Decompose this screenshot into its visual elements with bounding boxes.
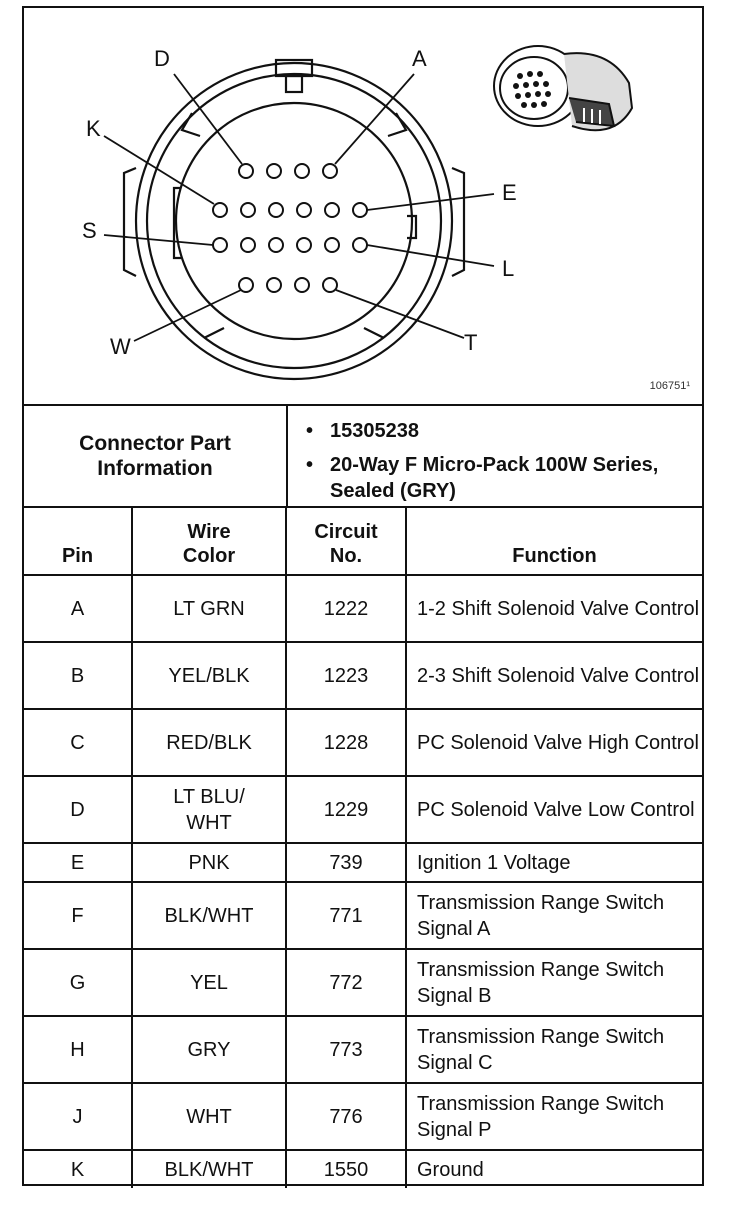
header-function: Function [406,508,702,575]
connector-diagram [24,8,702,406]
label-pin-e: E [502,180,517,205]
cell-function: 1-2 Shift Solenoid Valve Control [406,575,702,642]
connector-thumbnail [494,46,632,130]
header-wire-color-l1: Wire [187,521,231,543]
table-row [24,709,702,776]
table-header-row [24,508,702,575]
bullet: • [306,454,314,476]
label-pin-l: L [502,256,515,281]
label-pin-a: A [412,46,427,71]
cell-circuit: 1550 [286,1150,406,1188]
cell-pin: J [24,1083,132,1150]
cell-pin: B [24,642,132,709]
label-pin-s: S [82,218,97,243]
cell-pin: A [24,575,132,642]
cell-wire: YEL [132,949,286,1016]
label-pin-k: K [86,116,101,141]
cell-circuit: 1223 [286,642,406,709]
pinout-table [24,508,702,1188]
connector-info-label-line1: Connector Part [79,432,231,455]
cell-pin: E [24,843,132,882]
table-row [24,882,702,949]
connector-info-list [288,406,702,506]
cell-wire: BLK/WHT [132,1150,286,1188]
cell-function: 2-3 Shift Solenoid Valve Control [406,642,702,709]
cell-function: Ignition 1 Voltage [406,843,702,882]
connector-info-item [306,418,710,444]
cell-wire: YEL/BLK [132,642,286,709]
header-wire-color [132,508,286,575]
connector-part-information [24,406,702,508]
table-row [24,776,702,843]
cell-circuit: 776 [286,1083,406,1150]
connector-info-label-line2: Information [97,457,213,480]
header-circuit [286,508,406,575]
pin-cavities [213,164,367,292]
label-pin-d: D [154,46,170,71]
cell-function: PC Solenoid Valve Low Control [406,776,702,843]
table-row [24,843,702,882]
cell-wire: GRY [132,1016,286,1083]
cell-pin: C [24,709,132,776]
connector-info-item [306,452,710,504]
cell-circuit: 739 [286,843,406,882]
cell-function: Transmission Range Switch Signal C [406,1016,702,1083]
label-pin-w: W [110,334,131,359]
label-pin-t: T [464,330,478,355]
cell-circuit: 1228 [286,709,406,776]
cell-circuit: 773 [286,1016,406,1083]
cell-function: Ground [406,1150,702,1188]
cell-pin: D [24,776,132,843]
connector-info-label [24,406,288,506]
cell-circuit: 771 [286,882,406,949]
cell-pin: F [24,882,132,949]
bullet: • [306,420,314,442]
table-row [24,642,702,709]
cell-function: PC Solenoid Valve High Control [406,709,702,776]
cell-function: Transmission Range Switch Signal P [406,1083,702,1150]
header-circuit-l1: Circuit [314,521,378,543]
cell-function: Transmission Range Switch Signal A [406,882,702,949]
cell-circuit: 772 [286,949,406,1016]
table-row [24,1016,702,1083]
header-wire-color-l2: Color [182,545,236,567]
cell-circuit: 1229 [286,776,406,843]
cell-wire: BLK/WHT [132,882,286,949]
connector-sheet [22,6,704,1186]
cell-pin: K [24,1150,132,1188]
cell-wire: LT BLU/ WHT [132,776,286,843]
cell-pin: G [24,949,132,1016]
cell-wire: LT GRN [132,575,286,642]
cell-wire: RED/BLK [132,709,286,776]
connector-part-number: 15305238 [330,420,419,442]
connector-description: 20-Way F Micro-Pack 100W Series, Sealed (GRY) [330,454,659,502]
cell-wire: PNK [132,843,286,882]
table-row [24,1083,702,1150]
cell-wire: WHT [132,1083,286,1150]
table-row [24,575,702,642]
cell-circuit: 1222 [286,575,406,642]
connector-face-drawing [24,8,702,404]
cell-pin: H [24,1016,132,1083]
table-row [24,1150,702,1188]
header-pin: Pin [24,508,132,575]
cell-function: Transmission Range Switch Signal B [406,949,702,1016]
header-circuit-l2: No. [329,545,363,567]
figure-id: 106751¹ [649,380,690,392]
table-row [24,949,702,1016]
